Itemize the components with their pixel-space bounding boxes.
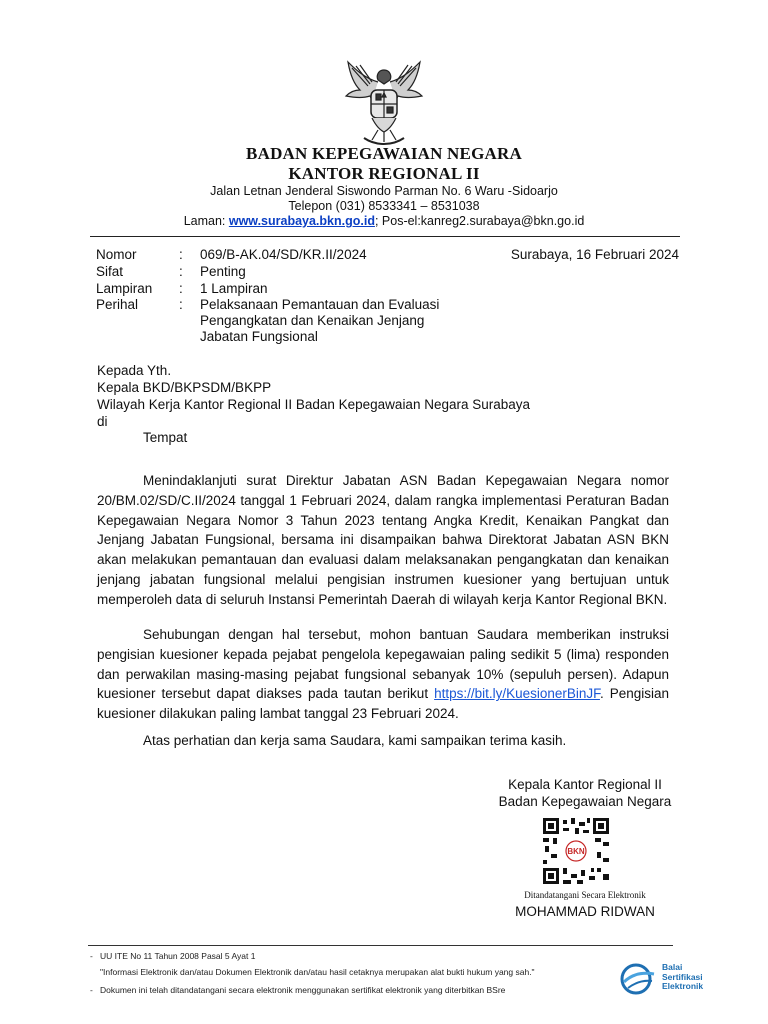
recipient-title: Kepala BKD/BKPSDM/BKPP bbox=[97, 380, 272, 395]
footer-divider bbox=[88, 945, 673, 946]
recipient-place: Tempat bbox=[143, 430, 188, 445]
sifat-label: Sifat bbox=[96, 264, 124, 279]
body-paragraph-2 bbox=[97, 625, 669, 724]
org-name: BADAN KEPEGAWAIAN NEGARA bbox=[246, 144, 522, 163]
esign-note: Ditandatangani Secara Elektronik bbox=[524, 890, 646, 900]
nomor-label: Nomor bbox=[96, 247, 137, 262]
para2-text-after: . Pengisian kuesioner dilakukan paling lambat tanggal 23 Februari 2024. bbox=[97, 686, 669, 722]
footer-note-law: UU ITE No 11 Tahun 2008 Pasal 5 Ayat 1 bbox=[100, 951, 256, 961]
signatory-title-2: Badan Kepegawaian Negara bbox=[498, 794, 672, 809]
perihal-line-2: Pengangkatan dan Kenaikan Jenjang bbox=[200, 313, 425, 328]
qr-bkn-logo: BKN bbox=[567, 847, 585, 856]
qr-code-icon bbox=[543, 818, 609, 884]
place-date: Surabaya, 16 Februari 2024 bbox=[510, 247, 679, 262]
lampiran-label: Lampiran bbox=[96, 281, 153, 296]
bsre-line-3: Elektronik bbox=[662, 981, 704, 991]
perihal-line-3: Jabatan Fungsional bbox=[200, 329, 318, 344]
footer-quote: "Informasi Elektronik dan/atau Dokumen Elektronik dan/atau hasil cetaknya merupakan alat bukti hukum yang sah." bbox=[100, 967, 535, 977]
org-address: Jalan Letnan Jenderal Siswondo Parman No. 6 Waru -Sidoarjo bbox=[210, 184, 558, 198]
body-paragraph-3: Atas perhatian dan kerja sama Saudara, kami sampaikan terima kasih. bbox=[143, 733, 567, 748]
nomor-colon: : bbox=[179, 247, 183, 262]
bsre-logo-icon bbox=[620, 962, 658, 996]
garuda-emblem-icon bbox=[342, 60, 426, 148]
sifat-colon: : bbox=[179, 264, 183, 279]
website-link[interactable]: www.surabaya.bkn.go.id bbox=[228, 214, 375, 228]
sifat-value: Penting bbox=[200, 264, 246, 279]
recipient-region: Wilayah Kerja Kantor Regional II Badan Kepegawaian Negara Surabaya bbox=[97, 397, 531, 412]
web-prefix: Laman: bbox=[183, 214, 229, 228]
signatory-title-1: Kepala Kantor Regional II bbox=[508, 777, 662, 792]
perihal-line-1: Pelaksanaan Pemantauan dan Evaluasi bbox=[200, 297, 440, 312]
org-phone: Telepon (031) 8533341 – 8531038 bbox=[288, 199, 480, 213]
footer-note-bsre: Dokumen ini telah ditandatangani secara elektronik menggunakan sertifikat elektronik yang diterbitkan BSre bbox=[100, 985, 506, 995]
email-text: ; Pos-el:kanreg2.surabaya@bkn.go.id bbox=[374, 214, 585, 228]
lampiran-colon: : bbox=[179, 281, 183, 296]
recipient-greeting: Kepada Yth. bbox=[97, 363, 172, 378]
recipient-di: di bbox=[97, 414, 108, 429]
org-office: KANTOR REGIONAL II bbox=[288, 164, 480, 183]
letterhead-divider bbox=[90, 236, 680, 237]
org-web-email bbox=[0, 214, 768, 230]
questionnaire-link[interactable]: https://bit.ly/KuesionerBinJF bbox=[434, 686, 600, 702]
lampiran-value: 1 Lampiran bbox=[200, 281, 268, 296]
bsre-wordmark bbox=[662, 963, 703, 992]
bsre-line-1: Balai bbox=[662, 962, 683, 972]
body-paragraph-1: Menindaklanjuti surat Direktur Jabatan ASN Badan Kepegawaian Negara nomor 20/BM.02/SD/C.II/2024 tanggal 1 Februari 2024, dalam rangka implementasi Peraturan Badan Kepegawaian Negara Nomor 3 Tahun 2023 tentang Angka Kredit, Kenaikan Pangkat dan Jenjang Jabatan Fungsional, bersama ini disampaikan bahwa Direktorat Jabatan ASN BKN akan melakukan pemantauan dan evaluasi dalam melaksanakan pengangkatan dan kenaikan jenjang jabatan fungsional melalui pengisian instrumen kuesioner yang bertujuan untuk memperoleh data di seluruh Instansi Pemerintah Daerah di wilayah kerja Kantor Regional BKN. bbox=[97, 473, 669, 607]
signatory-name: MOHAMMAD RIDWAN bbox=[515, 904, 655, 919]
para2-text-before: Sehubungan dengan hal tersebut, mohon bantuan Saudara memberikan instruksi pengisian kuesioner kepada pejabat pengelola kepegawaian paling sedikit 5 (lima) responden dan perwakilan masing-masing pejabat fungsional sebanyak 10% (sepuluh persen). Adapun kuesioner tersebut dapat diakses pada tautan berikut bbox=[97, 627, 669, 702]
footer-dash-1: - bbox=[90, 951, 93, 961]
nomor-value: 069/B-AK.04/SD/KR.II/2024 bbox=[200, 247, 367, 262]
perihal-label: Perihal bbox=[96, 297, 139, 312]
footer-dash-2: - bbox=[90, 985, 93, 995]
bsre-line-2: Sertifikasi bbox=[662, 971, 703, 982]
perihal-colon: : bbox=[179, 297, 183, 312]
